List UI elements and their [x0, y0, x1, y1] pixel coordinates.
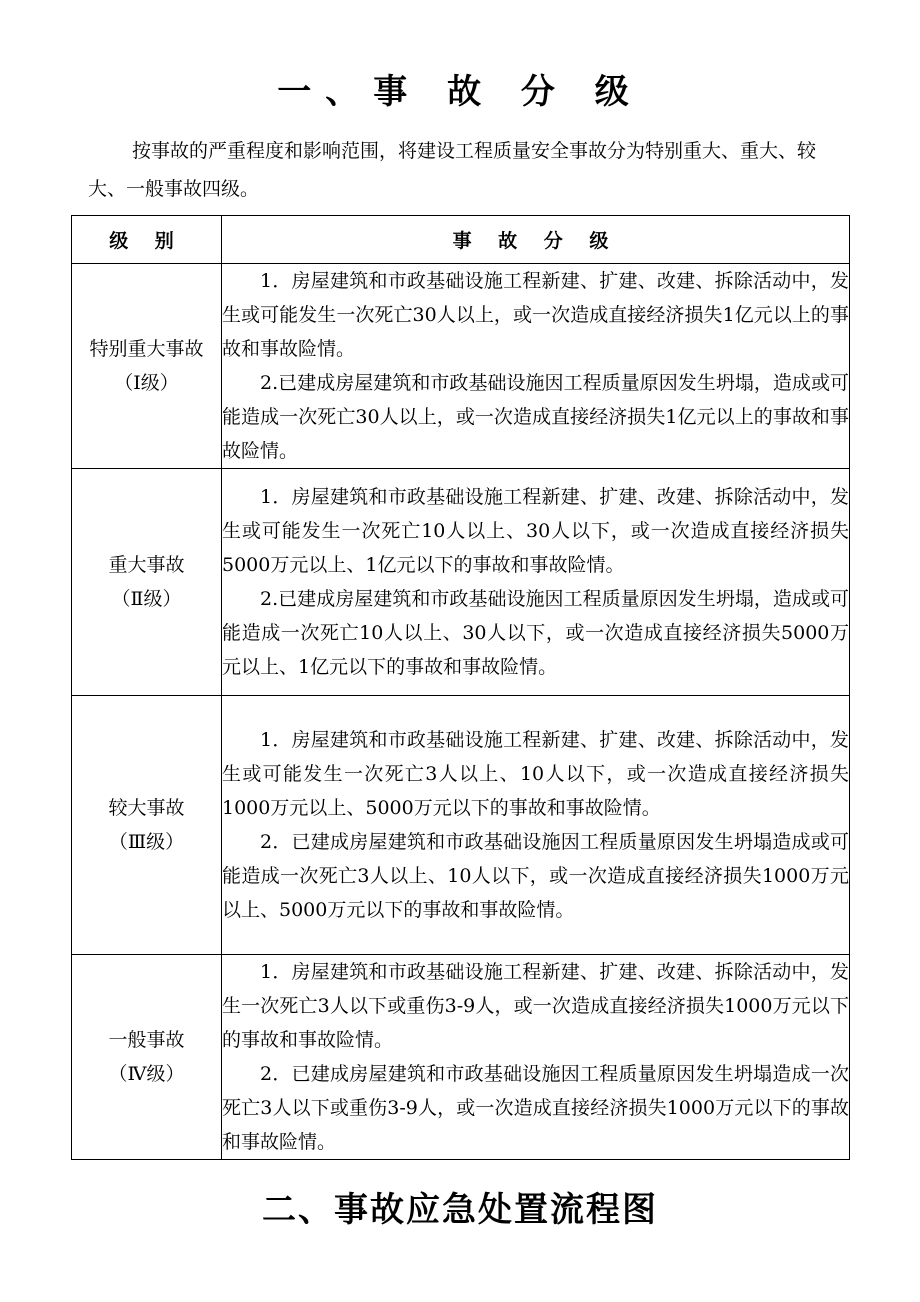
accident-grade-table [71, 215, 850, 1160]
table-header-row [72, 216, 850, 264]
description-item: 1．房屋建筑和市政基础设施工程新建、扩建、改建、拆除活动中，发生或可能发生一次死亡30人以上，或一次造成直接经济损失1亿元以上的事故和事故险情。 [222, 270, 849, 360]
level-code: （Ⅲ级） [108, 831, 185, 853]
level-cell [72, 264, 222, 469]
section-2-title: 二、事故应急处置流程图 [262, 1190, 658, 1230]
description-cell [222, 696, 850, 955]
header-level: 级 别 [72, 216, 222, 264]
header-grade: 事 故 分 级 [222, 216, 850, 264]
table-row [72, 696, 850, 955]
description-item: 2．已建成房屋建筑和市政基础设施因工程质量原因发生坍塌造成或可能造成一次死亡3人以上、10人以下，或一次造成直接经济损失1000万元以上、5000万元以下的事故和事故险情。 [222, 831, 849, 921]
level-name: 较大事故 [108, 797, 185, 819]
description-item: 1．房屋建筑和市政基础设施工程新建、扩建、改建、拆除活动中，发生一次死亡3人以下或重伤3-9人，或一次造成直接经济损失1000万元以下的事故和事故险情。 [222, 961, 849, 1051]
level-code: （Ⅱ级） [111, 588, 182, 610]
level-name: 特别重大事故 [89, 338, 204, 360]
level-cell [72, 469, 222, 696]
description-item: 1．房屋建筑和市政基础设施工程新建、扩建、改建、拆除活动中，发生或可能发生一次死亡3人以上、10人以下，或一次造成直接经济损失1000万元以上、5000万元以下的事故和事故险情。 [222, 729, 849, 819]
table-row [72, 955, 850, 1160]
description-cell [222, 264, 850, 469]
section-1-title: 一、事 故 分 级 [277, 72, 643, 112]
intro-paragraph: 按事故的严重程度和影响范围，将建设工程质量安全事故分为特别重大、重大、较大、一般事故四级。 [88, 140, 817, 200]
description-item: 2.已建成房屋建筑和市政基础设施因工程质量原因发生坍塌，造成或可能造成一次死亡10人以上、30人以下，或一次造成直接经济损失5000万元以上、1亿元以下的事故和事故险情。 [222, 588, 849, 678]
description-cell [222, 469, 850, 696]
level-code: （Ⅳ级） [108, 1063, 185, 1085]
level-cell [72, 955, 222, 1160]
description-item: 1．房屋建筑和市政基础设施工程新建、扩建、改建、拆除活动中，发生或可能发生一次死亡10人以上、30人以下，或一次造成直接经济损失5000万元以上、1亿元以下的事故和事故险情。 [222, 486, 849, 576]
description-cell [222, 955, 850, 1160]
description-item: 2.已建成房屋建筑和市政基础设施因工程质量原因发生坍塌，造成或可能造成一次死亡30人以上，或一次造成直接经济损失1亿元以上的事故和事故险情。 [222, 372, 849, 462]
level-name: 重大事故 [108, 554, 185, 576]
table-row [72, 469, 850, 696]
level-code: （Ⅰ级） [114, 372, 179, 394]
level-cell [72, 696, 222, 955]
description-item: 2．已建成房屋建筑和市政基础设施因工程质量原因发生坍塌造成一次死亡3人以下或重伤3-9人，或一次造成直接经济损失1000万元以下的事故和事故险情。 [222, 1063, 849, 1153]
level-name: 一般事故 [108, 1029, 185, 1051]
table-row [72, 264, 850, 469]
